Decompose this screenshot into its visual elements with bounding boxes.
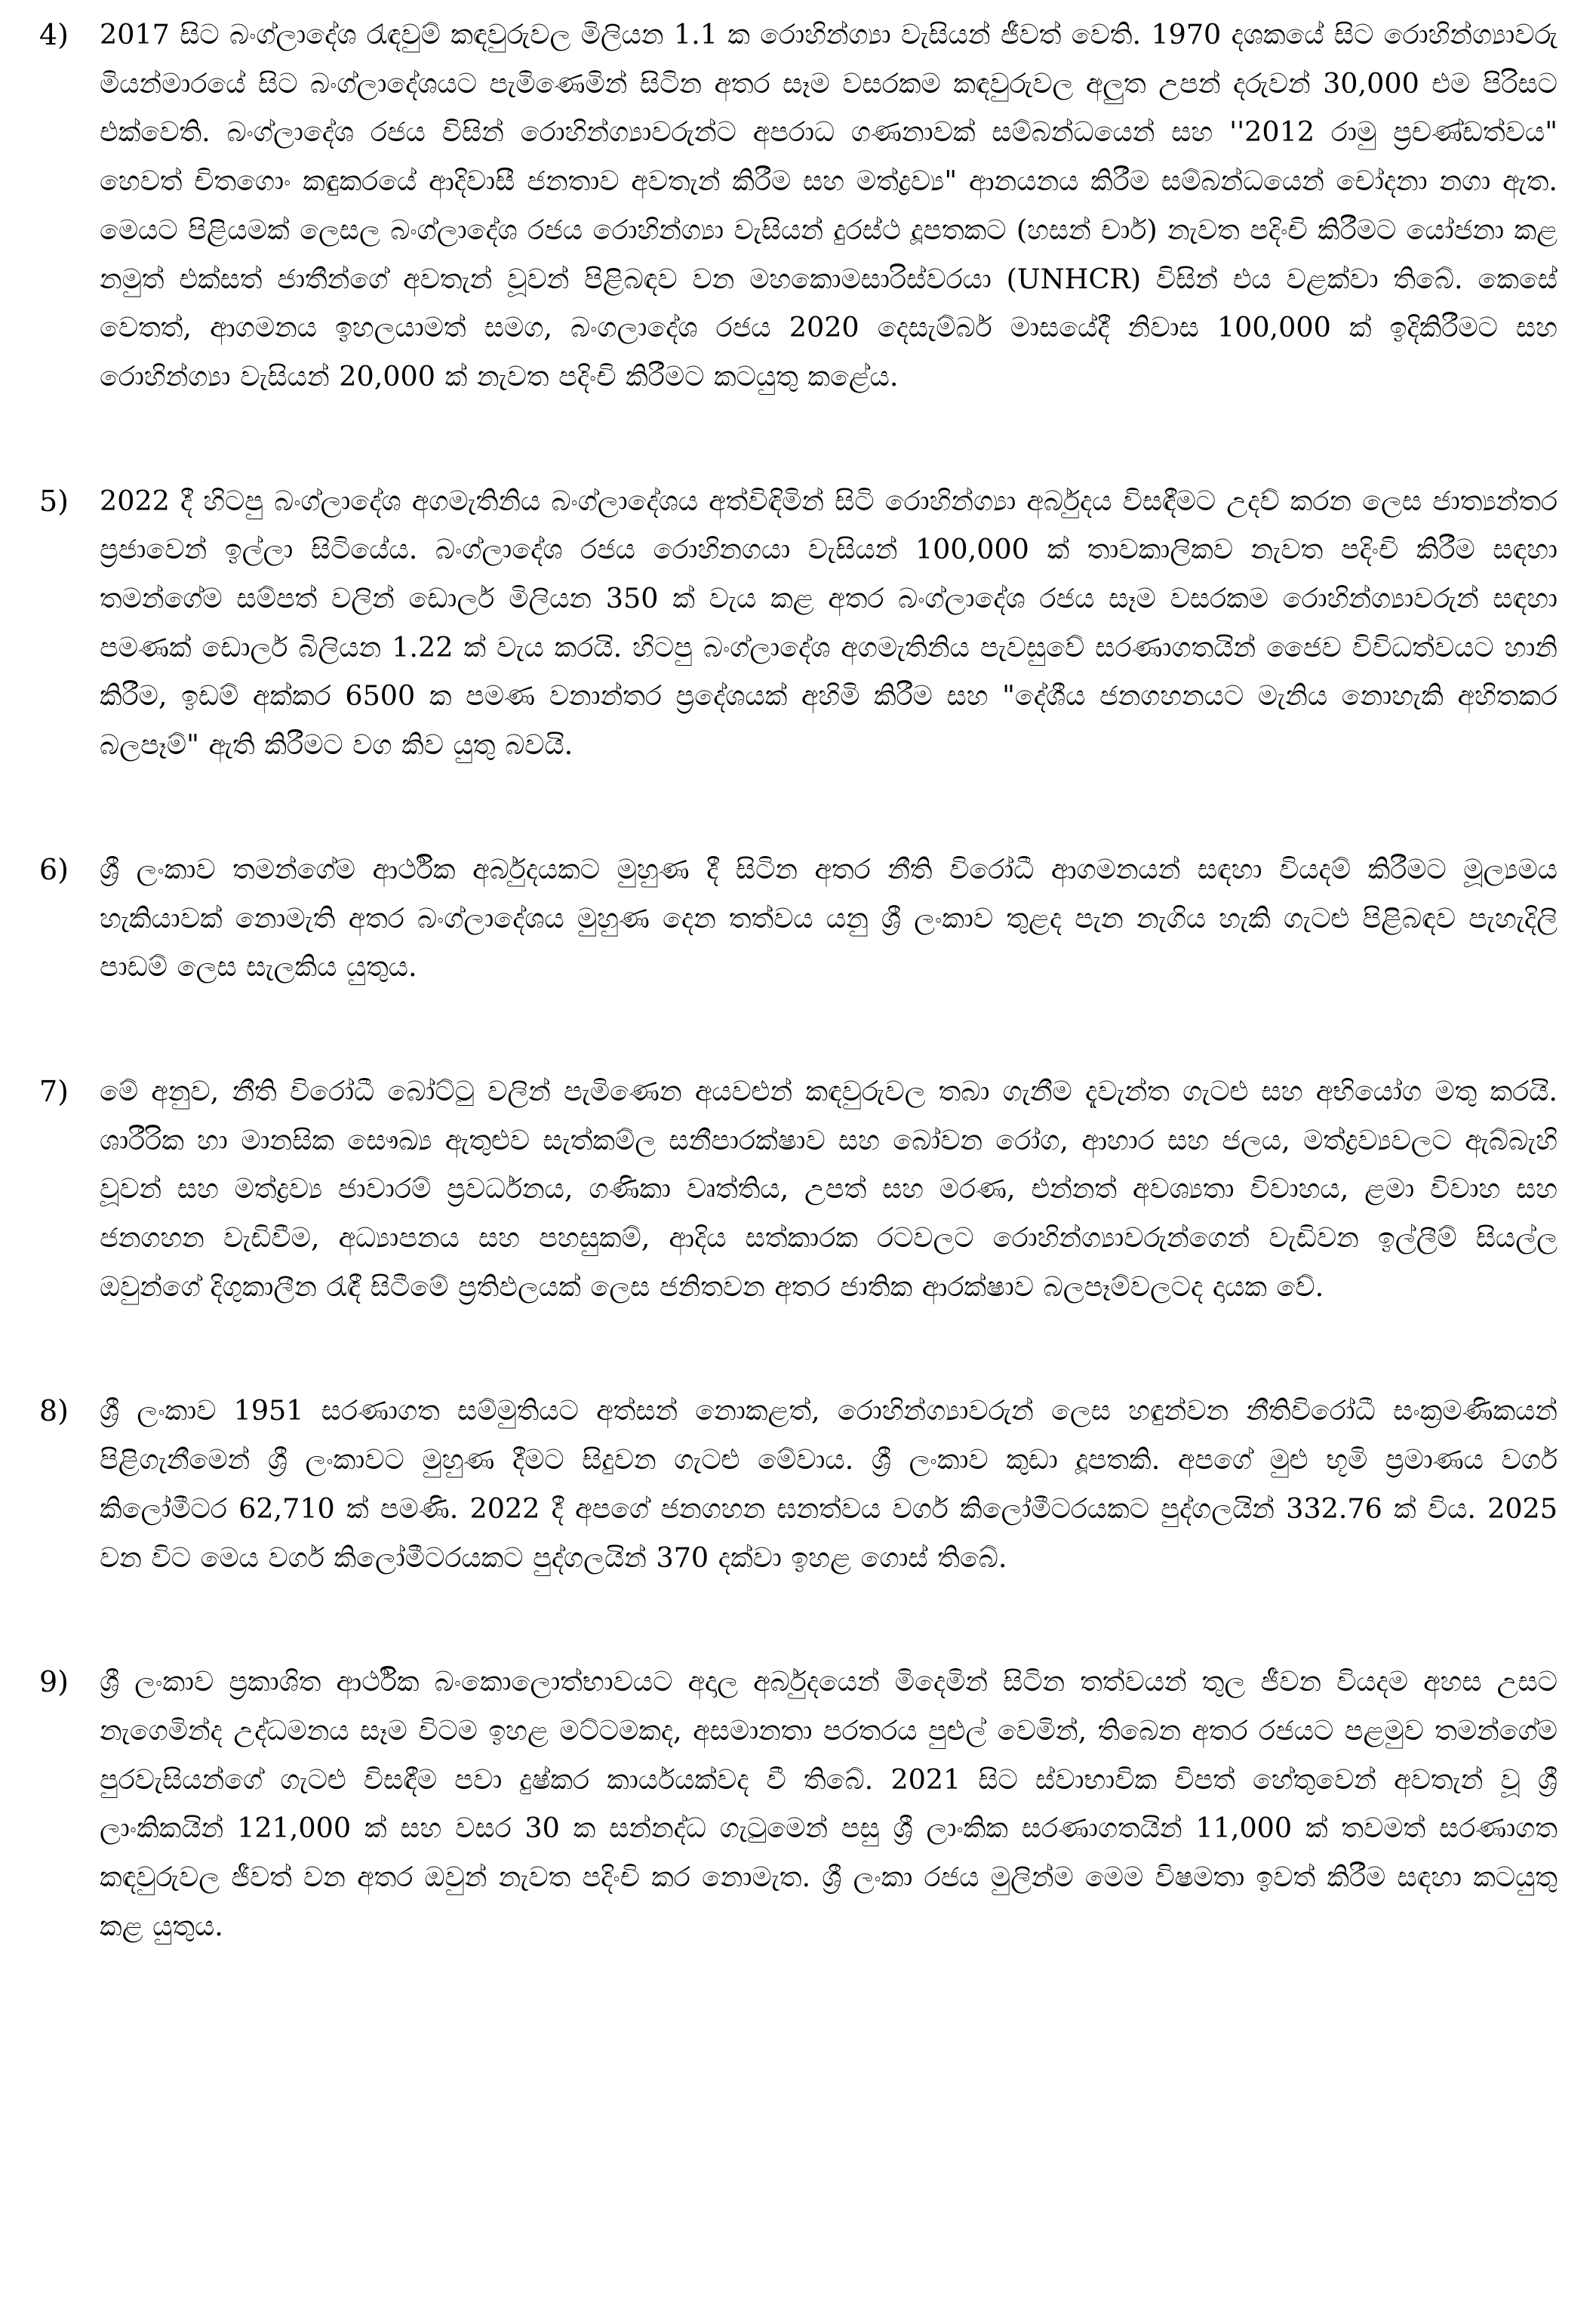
numbered-paragraph-7 [39, 1067, 1558, 1312]
paragraph-number: 8) [39, 1394, 69, 1428]
paragraph-number: 4) [39, 18, 69, 51]
paragraph-number: 9) [39, 1665, 69, 1699]
paragraph-number: 5) [39, 484, 69, 518]
paragraph-number: 7) [39, 1074, 69, 1108]
paragraph-text: 2017 සිට බංග්ලාදේශ රැඳවුම් කඳවුරුවල මිලියන 1.1 ක රොහින්ග්‍යා වැසියන් ජීවත් වෙති. 1970 දශකයේ සිට රොහින්ග්‍යාවරු මියන්මාරයේ සිට බංග්ලාදේශයට පැමිණෙමින් සිටින අතර සෑම වසරකම කඳවුරුවල අලුත උපන් දරුවන් 30,000 එම පිරිසට එක්වෙති. බංග්ලාදේශ රජය විසින් රොහින්ග්‍යාවරුන්ට අපරාධ ගණනාවක් සම්බන්ධයෙන් සහ ''2012 රාමු ප්‍රචණ්ඩත්වය" හෙවත් චිතගොං කඳුකරයේ ආදිවාසී ජනතාව අවතැන් කිරීම සහ මත්ද්‍රව්‍ය" ආනයනය කිරීම සම්බන්ධයෙන් චෝදනා නගා ඇත. මෙයට පිළියමක් ලෙසල බංග්ලාදේශ රජය රොහින්ග්‍යා වැසියන් දුරස්ථ දූපතකට (හසන් චාර්) නැවත පදිංචි කිරීමට යෝජනා කළ නමුත් එක්සත් ජාතීන්ගේ අවතැන් වූවන් පිළිබඳව වන මහකොමසාරිස්වරයා (UNHCR) විසින් එය වළක්වා තිබේ. කෙසේ වෙතත්, ආගමනය ඉහලයාමත් සමග, බංගලාදේශ රජය 2020 දෙසැම්බර් මාසයේදී නිවාස 100,000 ක් ඉදිකිරීමට සහ රොහින්ග්‍යා වැසියන් 20,000 ක් නැවත පදිංචි කිරීමට කටයුතු කළේය. [100, 18, 1558, 393]
numbered-paragraph-5 [39, 477, 1558, 770]
document-page [39, 11, 1558, 1951]
paragraph-text: මේ අනුව, නීති විරෝධී බෝට්ටු වලින් පැමිණෙන අයවළුන් කඳවුරුවල තබා ගැනීම දැවැන්ත ගැටළු සහ අභියෝග මතු කරයි. ශාරීරික හා මානසික සෞඛ්‍ය ඇතුළුව සැත්කම්ල සනීපාරක්ෂාව සහ බෝවන රෝග, ආහාර සහ ජලය, මත්ද්‍රව්‍යවලට ඇබ්බැහි වූවන් සහ මත්ද්‍රව්‍ය ජාවාරම් ප්‍රවර්ධනය, ගණිකා වෘත්තිය, උපත් සහ මරණ, එන්නත් අවශ්‍යතා විවාහය, ළමා විවාහ සහ ජනගහන වැඩිවීම, අධ්‍යාපනය සහ පහසුකම්, ආදිය සත්කාරක රටවලට රොහින්ග්‍යාවරුන්ගෙන් වැඩිවන ඉල්ලීම් සියල්ල ඔවුන්ගේ දිගුකාලීන රැඳී සිටීමේ ප්‍රතිඵලයක් ලෙස ජනිතවන අතර ජාතික ආරක්ෂාව බලපෑම්වලටද දායක වේ. [100, 1074, 1558, 1303]
paragraph-text: ශ්‍රී ලංකාව ප්‍රකාශිත ආර්ථික බංකොලොත්භාවයට අදාල අර්බුදයෙන් මිදෙමින් සිටින තත්වයන් තුල ජීවන වියදම අහස උසට නැගෙමින්ද උද්ධමනය සෑම විටම ඉහළ මට්ටමකද, අසමානතා පරතරය පුළුල් වෙමින්, තිබෙන අතර රජයට පළමුව තමන්ගේම පුරවැසියන්ගේ ගැටළු විසඳීම පවා දුෂ්කර කාර්යයක්වද වී තිබේ. 2021 සිට ස්වාභාවික විපත් හේතුවෙන් අවතැන් වූ ශ්‍රී ලාංකිකයින් 121,000 ක් සහ වසර 30 ක සන්නද්ධ ගැටුමෙන් පසු ශ්‍රී ලාංකික සරණාගතයින් 11,000 ක් තවමත් සරණාගත කඳවුරුවල ජීවත් වන අතර ඔවුන් නැවත පදිංචි කර නොමැත. ශ්‍රී ලංකා රජය මුලින්ම මෙම විෂමතා ඉවත් කිරීම සඳහා කටයුතු කළ යුතුය. [100, 1665, 1558, 1942]
paragraph-number: 6) [39, 852, 69, 886]
numbered-paragraph-4 [39, 11, 1558, 402]
paragraph-text: ශ්‍රී ලංකාව 1951 සරණාගත සම්මුතියට අත්සන් නොකළත්, රොහින්ග්‍යාවරුන් ලෙස හඳුන්වන නීතිවිරෝධී සංක්‍රමණිකයන් පිළිගැනීමෙන් ශ්‍රී ලංකාවට මුහුණ දීමට සිදුවන ගැටළු මේවාය. ශ්‍රී ලංකාව කුඩා දූපතකි. අපගේ මුළු භූමි ප්‍රමාණය වර්ග කිලෝමීටර 62,710 ක් පමණි. 2022 දී අපගේ ජනගහන ඝනත්වය වර්ග කිලෝමීටරයකට පුද්ගලයින් 332.76 ක් විය. 2025 වන විට මෙය වර්ග කිලෝමීටරයකට පුද්ගලයින් 370 දක්වා ඉහළ ගොස් තිබේ. [100, 1394, 1558, 1574]
paragraph-text: 2022 දී හිටපු බංග්ලාදේශ අගමැතිනිය බංග්ලාදේශය අත්විඳිමින් සිටි රොහින්ග්‍යා අර්බුදය විසඳීමට උදව් කරන ලෙස ජාත්‍යන්තර ප්‍රජාවෙන් ඉල්ලා සිටියේය. බංග්ලාදේශ රජය රොහිනගයා වැසියන් 100,000 ක් තාවකාලිකව නැවත පදිංචි කිරීම සඳහා තමන්ගේම සම්පත් වලින් ඩොලර් මිලියන 350 ක් වැය කළ අතර බංග්ලාදේශ රජය සෑම වසරකම රොහින්ග්‍යාවරුන් සඳහා පමණක් ඩොලර් බිලියන 1.22 ක් වැය කරයි. හිටපු බංග්ලාදේශ අගමැතිනිය පැවසුවේ සරණාගතයින් ජෛව විවිධත්වයට හානි කිරීම, ඉඩම් අක්කර 6500 ක පමණ වනාන්තර ප්‍රදේශයක් අහිමි කිරීම සහ "දේශීය ජනගහනයට මැනිය නොහැකි අහිතකර බලපෑම්" ඇති කිරීමට වග කිව යුතු බවයි. [100, 484, 1558, 762]
numbered-paragraph-6 [39, 845, 1558, 992]
numbered-paragraph-9 [39, 1658, 1558, 1950]
numbered-paragraph-8 [39, 1387, 1558, 1582]
paragraph-text: ශ්‍රී ලංකාව තමන්ගේම ආර්ථික අර්බුදයකට මුහුණ දී සිටින අතර නීති විරෝධී ආගමනයන් සඳහා වියදම් කිරීමට මූල්‍යමය හැකියාවක් නොමැති අතර බංග්ලාදේශය මුහුණ දෙන තත්වය යනු ශ්‍රී ලංකාව තුළද පැන නැගිය හැකි ගැටළු පිළිබඳව පැහැදිලි පාඩම් ලෙස සැලකිය යුතුය. [100, 852, 1558, 984]
